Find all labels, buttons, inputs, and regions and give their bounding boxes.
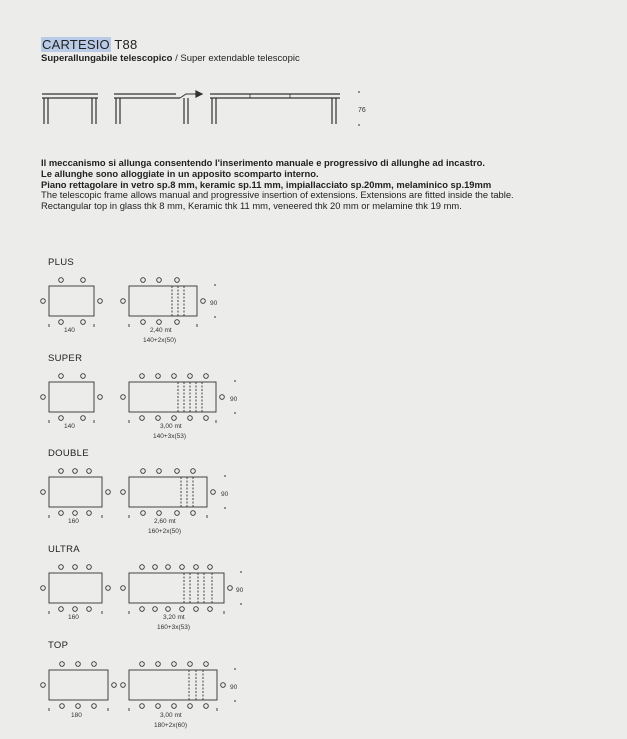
open-formula-plus: 140+2x(50) (143, 337, 177, 344)
variant-title-double: DOUBLE (48, 448, 89, 459)
table-profile-diagram (40, 86, 380, 131)
description-en-1: The telescopic frame allows manual and progressive insertion of extensions. Extensions are fitted inside the table. (41, 189, 514, 201)
open-length-top: 3,00 mt (160, 712, 182, 719)
variant-diagram-ultra (38, 559, 258, 635)
open-formula-double: 160+2x(50) (148, 528, 182, 535)
variant-diagram-double (38, 463, 238, 539)
brand-name: CARTESIO (42, 37, 110, 52)
description-it-2: Le allunghe sono alloggiate in un apposito scomparto interno. (41, 167, 319, 179)
description-it-1: Il meccanismo si allunga consentendo l'inserimento manuale e progressivo di allunghe ad incastro. (41, 157, 486, 168)
variant-diagram-plus (38, 272, 238, 348)
variant-title-super: SUPER (48, 353, 83, 364)
open-formula-super: 140+3x(53) (153, 433, 187, 440)
variant-title-ultra: ULTRA (48, 544, 80, 555)
depth-top: 90 (230, 684, 238, 691)
subtitle-italian: Superallungabile telescopico (41, 53, 173, 64)
page-title (41, 37, 137, 52)
description-en-2: Rectangular top in glass thk 8 mm, Keramic thk 11 mm, veneered thk 20 mm or melamine thk 19 mm. (41, 200, 462, 212)
description-block (41, 158, 530, 212)
depth-super: 90 (230, 396, 238, 403)
closed-length-double: 160 (68, 518, 79, 525)
depth-ultra: 90 (236, 587, 244, 594)
variant-diagram-super (38, 368, 248, 444)
subtitle-english: Super extendable telescopic (180, 53, 300, 64)
subtitle (41, 53, 300, 64)
open-formula-ultra: 160+3x(53) (157, 624, 191, 631)
closed-length-top: 180 (71, 712, 82, 719)
description-it-3: Piano rettagolare in vetro sp.8 mm, keramic sp.11 mm, impiallacciato sp.20mm, melaminico sp.19mm (41, 178, 492, 190)
depth-plus: 90 (210, 300, 218, 307)
variant-title-plus: PLUS (48, 257, 75, 268)
depth-double: 90 (221, 491, 229, 498)
open-length-double: 2,60 mt (154, 518, 176, 525)
variant-title-top: TOP (48, 640, 69, 651)
closed-length-ultra: 160 (68, 614, 79, 621)
variant-diagram-top (38, 656, 258, 734)
height-label: 76 (358, 107, 366, 114)
open-length-ultra: 3,20 mt (163, 614, 185, 621)
open-length-super: 3,00 mt (160, 423, 182, 430)
open-length-plus: 2,40 mt (150, 327, 172, 334)
open-formula-top: 180+2x(60) (154, 722, 188, 729)
subtitle-separator: / (172, 53, 181, 64)
closed-length-super: 140 (64, 423, 75, 430)
model-name: T88 (114, 37, 138, 52)
closed-length-plus: 140 (64, 327, 75, 334)
